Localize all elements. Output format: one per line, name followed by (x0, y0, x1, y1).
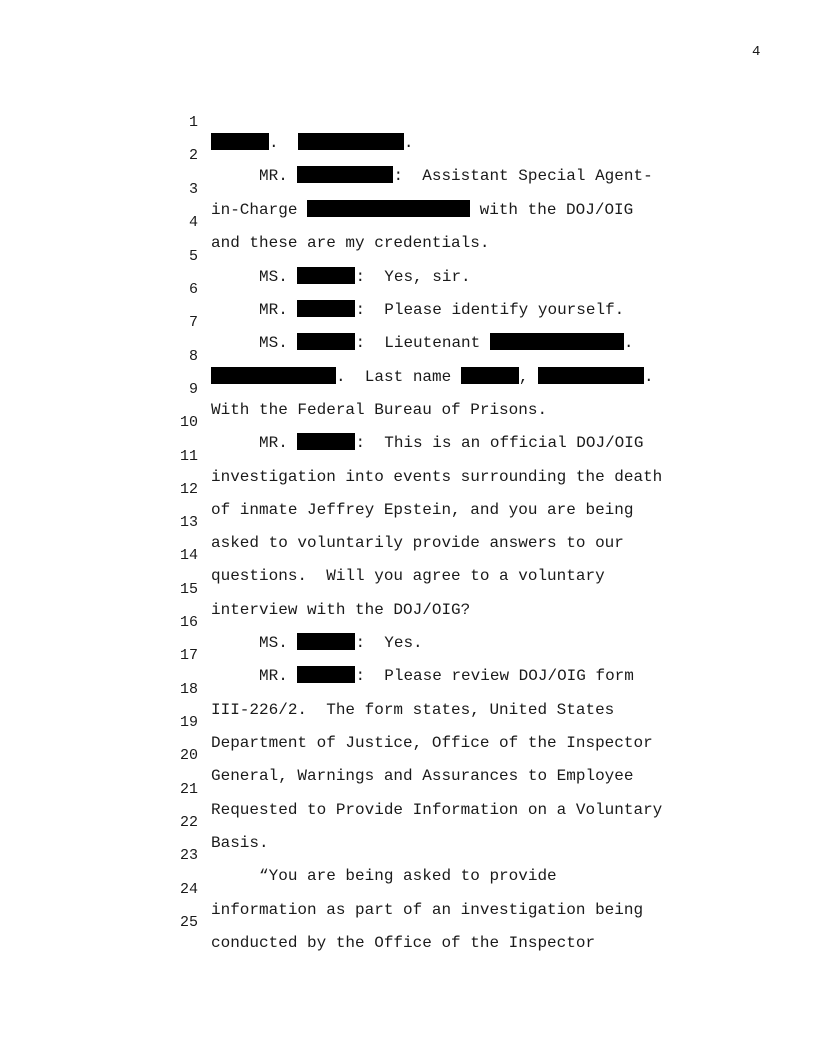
line-text: . (644, 368, 654, 386)
redaction-box (211, 367, 336, 384)
page-number: 4 (752, 44, 761, 60)
line-text: Basis. (211, 834, 269, 852)
redaction-box (307, 200, 470, 217)
speaker-label: MR. (259, 667, 288, 685)
line-text: with the DOJ/OIG (470, 201, 634, 219)
line-text: General, Warnings and Assurances to Employee (211, 767, 634, 785)
line-text: and these are my credentials. (211, 234, 490, 252)
speaker-label: MR. (259, 167, 288, 185)
line-number: 1 (188, 114, 198, 131)
speaker-label: MS. (259, 334, 288, 352)
transcript-line (0, 793, 269, 852)
speaker-label: MR. (259, 301, 288, 319)
redaction-box (297, 300, 355, 317)
redaction-box (211, 133, 269, 150)
line-number: 7 (188, 314, 198, 331)
speaker-label: MS. (259, 634, 288, 652)
line-number: 18 (179, 681, 198, 698)
line-number: 3 (188, 181, 198, 198)
line-text: III-226/2. The form states, United States (211, 701, 615, 719)
line-number: 25 (179, 914, 198, 931)
line-number: 13 (179, 514, 198, 531)
transcript-line (0, 126, 653, 185)
line-number: 8 (188, 348, 198, 365)
line-text: : Yes, sir. (355, 268, 471, 286)
line-number: 10 (179, 414, 198, 431)
line-text: . Last name (336, 368, 461, 386)
line-number: 5 (188, 248, 198, 265)
line-text: : Please identify yourself. (355, 301, 625, 319)
line-number: 16 (179, 614, 198, 631)
redaction-box (490, 333, 624, 350)
line-text: : Please review DOJ/OIG form (355, 667, 634, 685)
line-text: . (623, 334, 634, 352)
line-number: 20 (179, 747, 198, 764)
redaction-box (297, 166, 393, 183)
redaction-box (297, 633, 355, 650)
line-text: Department of Justice, Office of the Inspector (211, 734, 653, 752)
line-text: “You are being asked to provide (211, 867, 557, 885)
line-text: : Assistant Special Agent- (393, 167, 653, 185)
line-number: 19 (179, 714, 198, 731)
line-text: Requested to Provide Information on a Voluntary (211, 801, 663, 819)
line-text: : This is an official DOJ/OIG (355, 434, 644, 452)
line-number: 6 (188, 281, 198, 298)
line-number: 24 (179, 881, 198, 898)
line-text: : Lieutenant (355, 334, 490, 352)
line-text: With the Federal Bureau of Prisons. (211, 401, 548, 419)
line-text: interview with the DOJ/OIG? (211, 601, 471, 619)
line-text: in-Charge (211, 201, 308, 219)
line-text: questions. Will you agree to a voluntary (211, 567, 605, 585)
line-number: 21 (179, 781, 198, 798)
line-text: conducted by the Office of the Inspector (211, 934, 596, 952)
line-text: investigation into events surrounding the death (211, 468, 663, 486)
line-text: . (403, 134, 414, 152)
line-number: 23 (179, 847, 198, 864)
line-number: 15 (179, 581, 198, 598)
redaction-box (461, 367, 519, 384)
redaction-box (538, 367, 644, 384)
line-number: 11 (179, 448, 198, 465)
line-text: . (269, 134, 279, 152)
line-text: information as part of an investigation being (211, 901, 644, 919)
line-text: asked to voluntarily provide answers to our (211, 534, 624, 552)
redaction-box (297, 433, 355, 450)
line-text: , (518, 368, 539, 386)
line-number: 2 (188, 147, 198, 164)
line-number: 14 (179, 547, 198, 564)
redaction-box (297, 666, 355, 683)
line-text: of inmate Jeffrey Epstein, and you are being (211, 501, 634, 519)
line-number: 12 (179, 481, 198, 498)
line-number: 22 (179, 814, 198, 831)
speaker-label: MR. (259, 434, 288, 452)
line-number: 17 (179, 647, 198, 664)
redaction-box (297, 333, 355, 350)
redaction-box (298, 133, 404, 150)
line-text: : Yes. (355, 634, 423, 652)
line-number: 4 (188, 214, 198, 231)
transcript-line (0, 93, 414, 152)
line-number: 9 (188, 381, 198, 398)
redaction-box (297, 267, 355, 284)
speaker-label: MS. (259, 268, 288, 286)
